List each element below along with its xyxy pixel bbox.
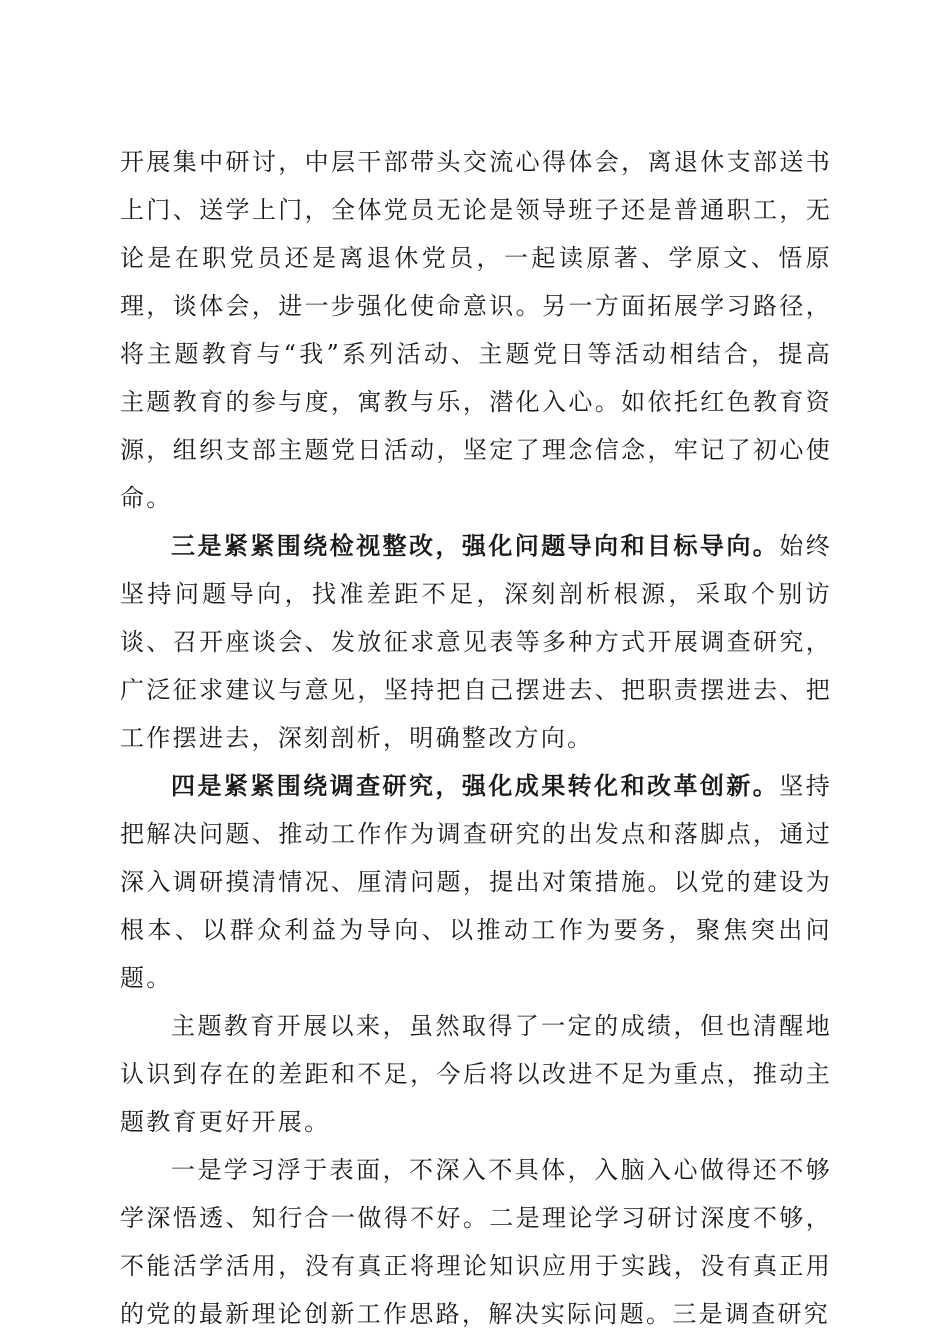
paragraph-point-four xyxy=(120,762,832,1002)
paragraph-text: 坚持把解决问题、推动工作作为调查研究的出发点和落脚点，通过深入调研摸清情况、厘清问题，提出对策措施。以党的建设为根本、以群众利益为导向、以推动工作为要务，聚焦突出问题。 xyxy=(120,772,832,992)
paragraph-text: 开展集中研讨，中层干部带头交流心得体会，离退休支部送书上门、送学上门，全体党员无论是领导班子还是普通职工，无论是在职党员还是离退休党员，一起读原著、学原文、悟原理，谈体会，进一步强化使命意识。另一方面拓展学习路径，将主题教育与“我”系列活动、主题党日等活动相结合，提高主题教育的参与度，寓教与乐，潜化入心。如依托红色教育资源，组织支部主题党日活动，坚定了理念信念，牢记了初心使命。 xyxy=(120,148,832,512)
paragraph-lead: 四是紧紧围绕调查研究，强化成果转化和改革创新。 xyxy=(171,771,780,800)
paragraph-continued xyxy=(120,138,832,522)
paragraph-lead: 三是紧紧围绕检视整改，强化问题导向和目标导向。 xyxy=(171,531,780,560)
paragraph-text: 始终坚持问题导向，找准差距不足，深刻剖析根源，采取个别访谈、召开座谈会、发放征求意见表等多种方式开展调查研究，广泛征求建议与意见，坚持把自己摆进去、把职责摆进去、把工作摆进去，深刻剖析，明确整改方向。 xyxy=(120,532,832,752)
document-body xyxy=(120,138,832,1338)
paragraph-text: 一是学习浮于表面，不深入不具体，入脑入心做得还不够学深悟透、知行合一做得不好。二是理论学习研讨深度不够，不能活学活用，没有真正将理论知识应用于实践，没有真正用的党的最新理论创新工作思路，解决实际问题。三是调查研究 xyxy=(120,1156,832,1328)
paragraph-summary xyxy=(120,1002,832,1146)
paragraph-shortcomings xyxy=(120,1146,832,1338)
paragraph-point-three xyxy=(120,522,832,762)
paragraph-text: 主题教育开展以来，虽然取得了一定的成绩，但也清醒地认识到存在的差距和不足，今后将以改进不足为重点，推动主题教育更好开展。 xyxy=(120,1012,832,1136)
